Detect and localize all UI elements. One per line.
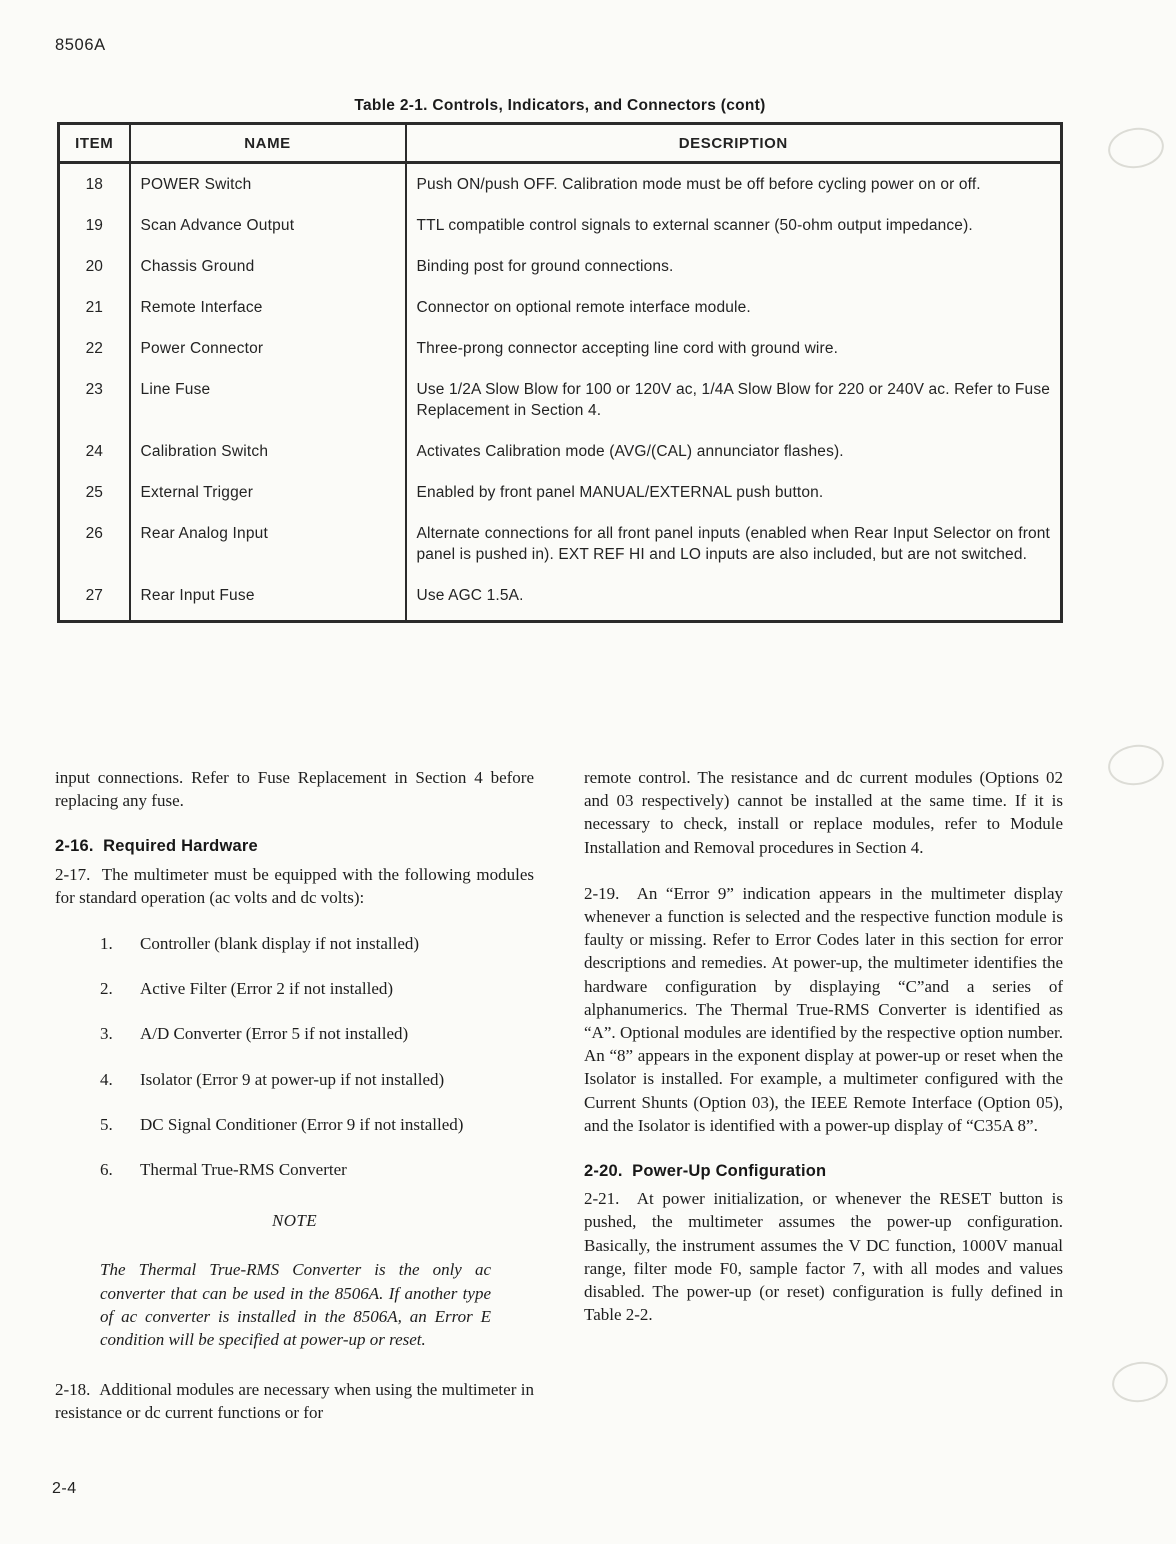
scan-artifact bbox=[1109, 1358, 1170, 1405]
name-cell: Calibration Switch bbox=[130, 431, 406, 472]
list-item bbox=[55, 1068, 534, 1091]
table-row bbox=[59, 472, 1062, 513]
list-item-text: Controller (blank display if not installed) bbox=[140, 934, 420, 954]
column-header-name: NAME bbox=[130, 124, 406, 163]
table-row bbox=[59, 246, 1062, 287]
note-label: NOTE bbox=[271, 1211, 318, 1231]
paragraph-2-18: 2-18. Additional modules are necessary when using the multimeter in resistance or dc current functions or for bbox=[55, 1380, 534, 1423]
column-header-item: ITEM bbox=[59, 124, 130, 163]
scan-artifact bbox=[1105, 741, 1166, 788]
table-row bbox=[59, 369, 1062, 431]
paragraph-remote-control: remote control. The resistance and dc current modules (Options 02 and 03 respectively) cannot be installed at the same time. If it is necessary to check, install or replace modules, refer to Module Installation and Removal procedures in Section 4. bbox=[584, 768, 1063, 857]
description-cell: Enabled by front panel MANUAL/EXTERNAL push button. bbox=[416, 484, 824, 501]
paragraph-2-19: 2-19. An “Error 9” indication appears in the multimeter display whenever a function is selected and the respective function module is faulty or missing. Refer to Error Codes later in this section for error descriptions and remedies. At power-up, the multimeter identifies the hardware configuration by displaying “C”and a series of alphanumerics. The Thermal True-RMS Converter is identified as “A”. Optional modules are identified by the respective option number. An “8” appears in the exponent display at power-up or reset when the Isolator is installed. For example, a multimeter configured with the Current Shunts (Option 03), the IEEE Remote Interface (Option 05), and the Isolator is identified with a power-up display of “C35A 8”. bbox=[584, 883, 1063, 1135]
table-row bbox=[59, 431, 1062, 472]
name-cell: Power Connector bbox=[130, 328, 406, 369]
column-header-description: DESCRIPTION bbox=[406, 124, 1062, 163]
body-columns bbox=[55, 766, 1063, 1425]
description-cell: Use AGC 1.5A. bbox=[416, 587, 524, 604]
table-row bbox=[59, 513, 1062, 575]
description-cell: Activates Calibration mode (AVG/(CAL) annunciator flashes). bbox=[416, 443, 844, 460]
table-row bbox=[59, 163, 1062, 206]
item-cell: 22 bbox=[59, 328, 130, 369]
list-item-text: A/D Converter (Error 5 if not installed) bbox=[140, 1024, 409, 1044]
list-item-text: Active Filter (Error 2 if not installed) bbox=[140, 979, 394, 999]
description-cell: Binding post for ground connections. bbox=[416, 258, 674, 275]
item-cell: 23 bbox=[59, 369, 130, 431]
table-row bbox=[59, 205, 1062, 246]
page-header-model: 8506A bbox=[55, 36, 106, 54]
name-cell: Rear Analog Input bbox=[130, 513, 406, 575]
paragraph-2-21: 2-21. At power initialization, or whenever the RESET button is pushed, the multimeter assumes the power-up configuration. Basically, the instrument assumes the V DC function, 1000V manual range, filter mode F0, sample factor 7, with all modes and values disabled. The power-up (or reset) configuration is fully defined in Table 2-2. bbox=[584, 1189, 1063, 1325]
name-cell: POWER Switch bbox=[130, 163, 406, 206]
paragraph-intro: input connections. Refer to Fuse Replacement in Section 4 before replacing any fuse. bbox=[55, 768, 534, 811]
description-cell: Three-prong connector accepting line cord with ground wire. bbox=[416, 340, 839, 357]
scan-artifact bbox=[1105, 124, 1166, 171]
name-cell: Chassis Ground bbox=[130, 246, 406, 287]
description-cell: Push ON/push OFF. Calibration mode must be off before cycling power on or off. bbox=[416, 176, 981, 193]
list-item-number: 6. bbox=[100, 1160, 113, 1180]
controls-table bbox=[57, 122, 1063, 623]
list-item-number: 1. bbox=[100, 934, 113, 954]
item-cell: 20 bbox=[59, 246, 130, 287]
list-item bbox=[55, 932, 534, 955]
name-cell: Scan Advance Output bbox=[130, 205, 406, 246]
item-cell: 18 bbox=[59, 163, 130, 206]
item-cell: 21 bbox=[59, 287, 130, 328]
table-row bbox=[59, 575, 1062, 622]
list-item-text: Thermal True-RMS Converter bbox=[140, 1160, 347, 1180]
description-cell: TTL compatible control signals to external scanner (50-ohm output impedance). bbox=[416, 217, 973, 234]
table-row bbox=[59, 287, 1062, 328]
table-header-row bbox=[59, 124, 1062, 163]
name-cell: External Trigger bbox=[130, 472, 406, 513]
description-cell: Use 1/2A Slow Blow for 100 or 120V ac, 1/4A Slow Blow for 220 or 240V ac. Refer to Fuse Replacement in Section 4. bbox=[416, 381, 1050, 419]
item-cell: 26 bbox=[59, 513, 130, 575]
list-item-number: 3. bbox=[100, 1024, 113, 1044]
list-item-number: 2. bbox=[100, 979, 113, 999]
list-item-text: Isolator (Error 9 at power-up if not installed) bbox=[140, 1069, 445, 1089]
list-item-text: DC Signal Conditioner (Error 9 if not installed) bbox=[140, 1114, 464, 1134]
module-list bbox=[55, 932, 534, 1181]
item-cell: 19 bbox=[59, 205, 130, 246]
table-title: Table 2-1. Controls, Indicators, and Connectors (cont) bbox=[354, 97, 766, 114]
name-cell: Remote Interface bbox=[130, 287, 406, 328]
right-column bbox=[584, 766, 1063, 1425]
table-row bbox=[59, 328, 1062, 369]
list-item bbox=[55, 1158, 534, 1181]
list-item bbox=[55, 1113, 534, 1136]
name-cell: Line Fuse bbox=[130, 369, 406, 431]
description-cell: Alternate connections for all front panel inputs (enabled when Rear Input Selector on front panel is pushed in). EXT REF HI and LO inputs are also included, but are not switched. bbox=[416, 525, 1050, 563]
section-heading-2-20: 2-20. Power-Up Configuration bbox=[584, 1162, 827, 1181]
description-cell: Connector on optional remote interface module. bbox=[416, 299, 751, 316]
left-column bbox=[55, 766, 534, 1425]
list-item-number: 4. bbox=[100, 1069, 113, 1089]
list-item bbox=[55, 977, 534, 1000]
list-item bbox=[55, 1022, 534, 1045]
page-number: 2-4 bbox=[52, 1480, 77, 1497]
paragraph-2-17: 2-17. The multimeter must be equipped with the following modules for standard operation (ac volts and dc volts): bbox=[55, 864, 534, 907]
section-heading-2-16: 2-16. Required Hardware bbox=[55, 837, 258, 856]
note-paragraph: The Thermal True-RMS Converter is the only ac converter that can be used in the 8506A. If another type of ac converter is installed in the 8506A, an Error E condition will be specified at power-up or reset. bbox=[100, 1260, 491, 1350]
item-cell: 25 bbox=[59, 472, 130, 513]
list-item-number: 5. bbox=[100, 1114, 113, 1134]
item-cell: 24 bbox=[59, 431, 130, 472]
name-cell: Rear Input Fuse bbox=[130, 575, 406, 622]
item-cell: 27 bbox=[59, 575, 130, 622]
